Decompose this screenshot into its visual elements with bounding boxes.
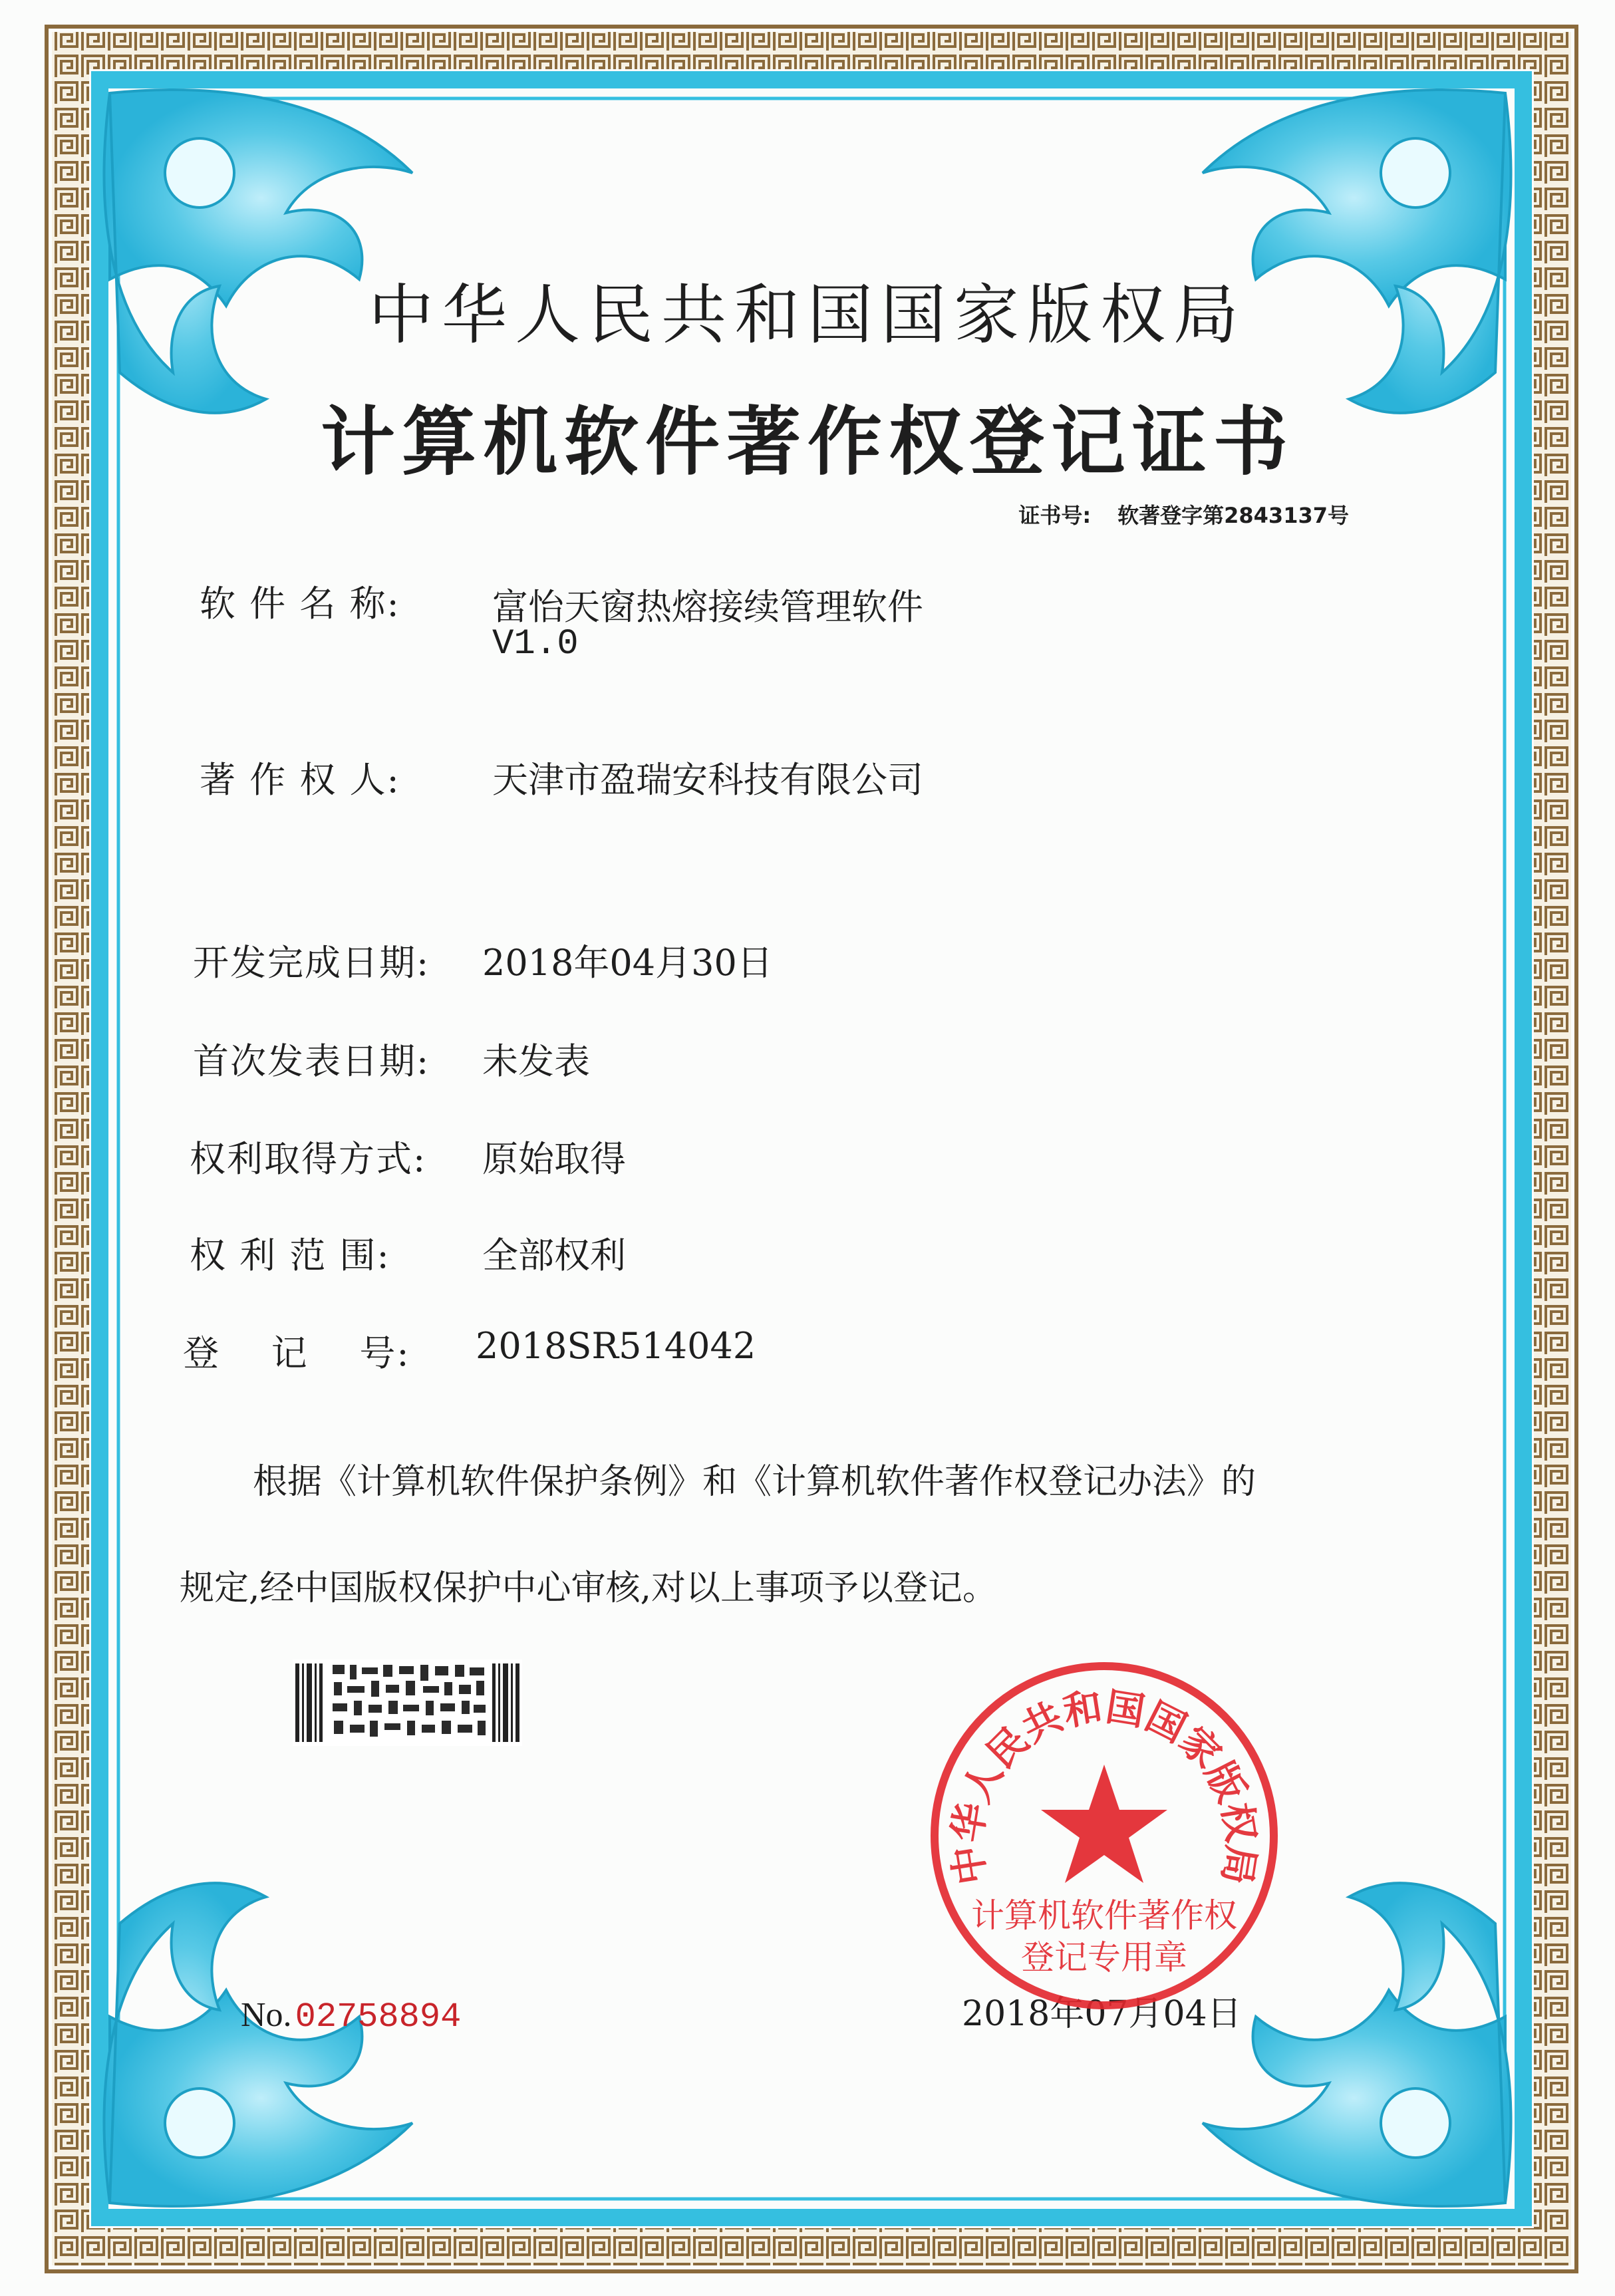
serial-number-label: No. [241,1996,292,2034]
seal-outer-text: 中华人民共和国国家版权局 [944,1683,1264,1888]
pub-date-value: 未发表 [482,1040,590,1082]
statement-line-1: 根据《计算机软件保护条例》和《计算机软件著作权登记办法》的 [253,1462,1256,1502]
certificate-number [1018,499,1349,529]
seal-inner-line-1: 计算机软件著作权 [971,1896,1237,1935]
corner-ornament-top-right [1203,90,1511,413]
scope-label: 权 利 范 围: [190,1234,390,1276]
owner-label: 著 作 权 人: [200,759,400,801]
software-name-label: 软 件 名 称: [200,583,400,625]
official-seal [921,1653,1287,2019]
software-version-value: V1.0 [492,624,579,664]
certificate-title: 计算机软件著作权登记证书 [321,399,1294,486]
serial-number [241,1995,461,2037]
reg-no-value: 2018SR514042 [476,1325,756,1367]
seal-star-icon [1041,1765,1167,1883]
scope-value: 全部权利 [482,1234,626,1276]
acquire-value: 原始取得 [482,1138,626,1180]
software-name-value: 富怡天窗热熔接续管理软件 [492,586,923,628]
corner-ornament-bottom-left [104,1883,412,2206]
acquire-label: 权利取得方式: [190,1138,427,1180]
certificate-number-label: 证书号: [1018,503,1092,528]
pub-date-label: 首次发表日期: [193,1040,430,1082]
issuer-heading: 中华人民共和国国家版权局 [368,277,1247,353]
certificate-number-value: 软著登字第2843137号 [1117,503,1349,528]
owner-value: 天津市盈瑞安科技有限公司 [492,759,923,801]
dev-date-value: 2018年04月30日 [482,942,773,984]
dev-date-label: 开发完成日期: [193,942,430,984]
corner-ornament-top-left [104,90,412,413]
seal-inner-line-2: 登记专用章 [1021,1938,1187,1977]
issue-date: 2018年07月04日 [962,1994,1242,2034]
statement-line-2: 规定,经中国版权保护中心审核,对以上事项予以登记。 [180,1568,998,1608]
serial-number-value: 02758894 [295,1997,462,2037]
reg-no-label: 登 记 号: [183,1332,410,1374]
barcode-icon [293,1659,522,1746]
